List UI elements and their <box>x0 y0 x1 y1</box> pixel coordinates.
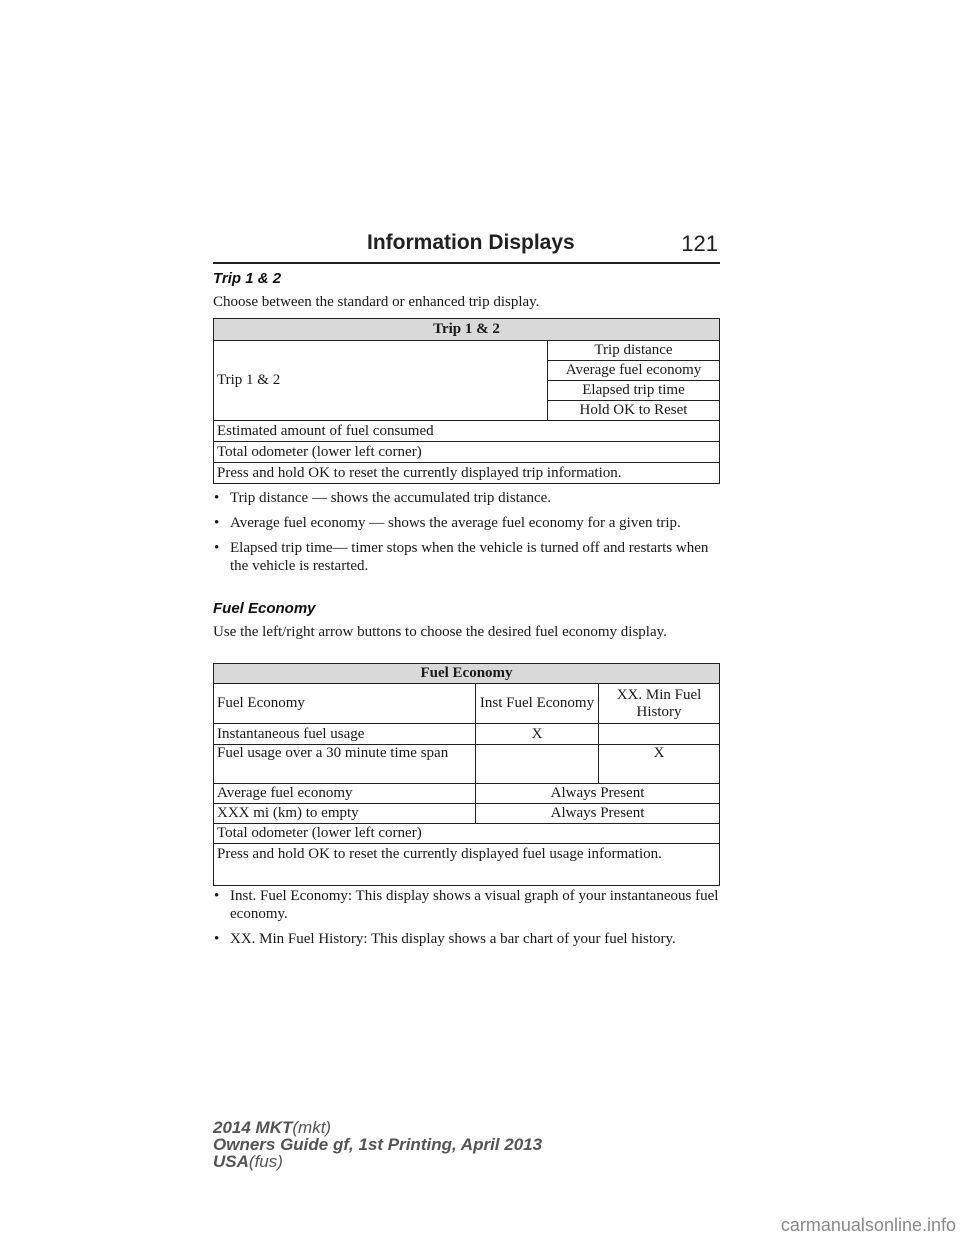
bullet-icon: • <box>214 515 220 531</box>
fuel-economy-table <box>213 663 720 886</box>
trip-table-title: Trip 1 & 2 <box>214 319 720 341</box>
trip-row-label: Trip 1 & 2 <box>214 341 548 421</box>
footer-edition: Owners Guide gf, 1st Printing, April 2013 <box>213 1135 543 1154</box>
list-item <box>213 539 720 575</box>
trip-bullet-list <box>213 489 720 582</box>
trip-table <box>213 318 720 484</box>
footer-market-code: (fus) <box>248 1152 283 1171</box>
fuel-row-cell <box>476 745 599 784</box>
bullet-text: Average fuel economy — shows the average fuel economy for a given trip. <box>230 515 681 531</box>
fuel-row-label: Instantaneous fuel usage <box>214 724 476 745</box>
trip-item: Trip distance <box>548 341 720 361</box>
trip-item: Average fuel economy <box>548 361 720 381</box>
trip-footer-row: Press and hold OK to reset the currently displayed trip information. <box>214 463 720 484</box>
document-footer <box>213 1119 542 1170</box>
list-item <box>213 514 720 532</box>
watermark: carmanualsonline.info <box>780 1215 956 1235</box>
bullet-icon: • <box>214 540 220 556</box>
bullet-text: Elapsed trip time— timer stops when the vehicle is turned off and restarts when the vehicle is restarted. <box>230 540 709 574</box>
fuel-row-cell: Always Present <box>476 804 720 824</box>
fuel-row-label: XXX mi (km) to empty <box>214 804 476 824</box>
footer-model-code: (mkt) <box>292 1118 332 1137</box>
fuel-bullet-list <box>213 887 720 955</box>
trip-item: Hold OK to Reset <box>548 401 720 421</box>
fuel-economy-intro: Use the left/right arrow buttons to choose the desired fuel economy display. <box>213 624 667 640</box>
fuel-col-header: Fuel Economy <box>214 684 476 724</box>
trip-item: Elapsed trip time <box>548 381 720 401</box>
bullet-text: Trip distance — shows the accumulated trip distance. <box>230 490 552 506</box>
list-item <box>213 489 720 507</box>
fuel-row-cell: Always Present <box>476 784 720 804</box>
bullet-icon: • <box>214 931 220 947</box>
footer-line <box>213 1136 542 1153</box>
trip-footer-row: Total odometer (lower left corner) <box>214 442 720 463</box>
list-item <box>213 930 720 948</box>
page-number: 121 <box>681 231 718 256</box>
fuel-row-cell: X <box>599 745 720 784</box>
section-title: Information Displays <box>367 231 575 254</box>
fuel-row-label: Average fuel economy <box>214 784 476 804</box>
footer-line <box>213 1119 542 1136</box>
fuel-table-title: Fuel Economy <box>214 664 720 684</box>
bullet-text: Inst. Fuel Economy: This display shows a visual graph of your instantaneous fuel economy. <box>230 888 719 922</box>
page-header <box>213 229 720 264</box>
fuel-row-label: Fuel usage over a 30 minute time span <box>214 745 476 784</box>
trip-heading: Trip 1 & 2 <box>213 270 282 287</box>
fuel-economy-heading: Fuel Economy <box>213 600 316 617</box>
footer-model: 2014 MKT <box>213 1118 293 1137</box>
footer-market: USA <box>213 1152 249 1171</box>
fuel-footer-row: Total odometer (lower left corner) <box>214 824 720 844</box>
bullet-icon: • <box>214 490 220 506</box>
fuel-row-cell: X <box>476 724 599 745</box>
bullet-text: XX. Min Fuel History: This display shows a bar chart of your fuel history. <box>230 931 676 947</box>
trip-intro: Choose between the standard or enhanced trip display. <box>213 294 540 310</box>
fuel-footer-row: Press and hold OK to reset the currently displayed fuel usage information. <box>214 844 720 886</box>
list-item <box>213 887 720 923</box>
fuel-col-header: XX. Min Fuel History <box>599 684 720 724</box>
footer-line <box>213 1153 542 1170</box>
bullet-icon: • <box>214 888 220 904</box>
fuel-row-cell <box>599 724 720 745</box>
trip-footer-row: Estimated amount of fuel consumed <box>214 421 720 442</box>
fuel-col-header: Inst Fuel Economy <box>476 684 599 724</box>
